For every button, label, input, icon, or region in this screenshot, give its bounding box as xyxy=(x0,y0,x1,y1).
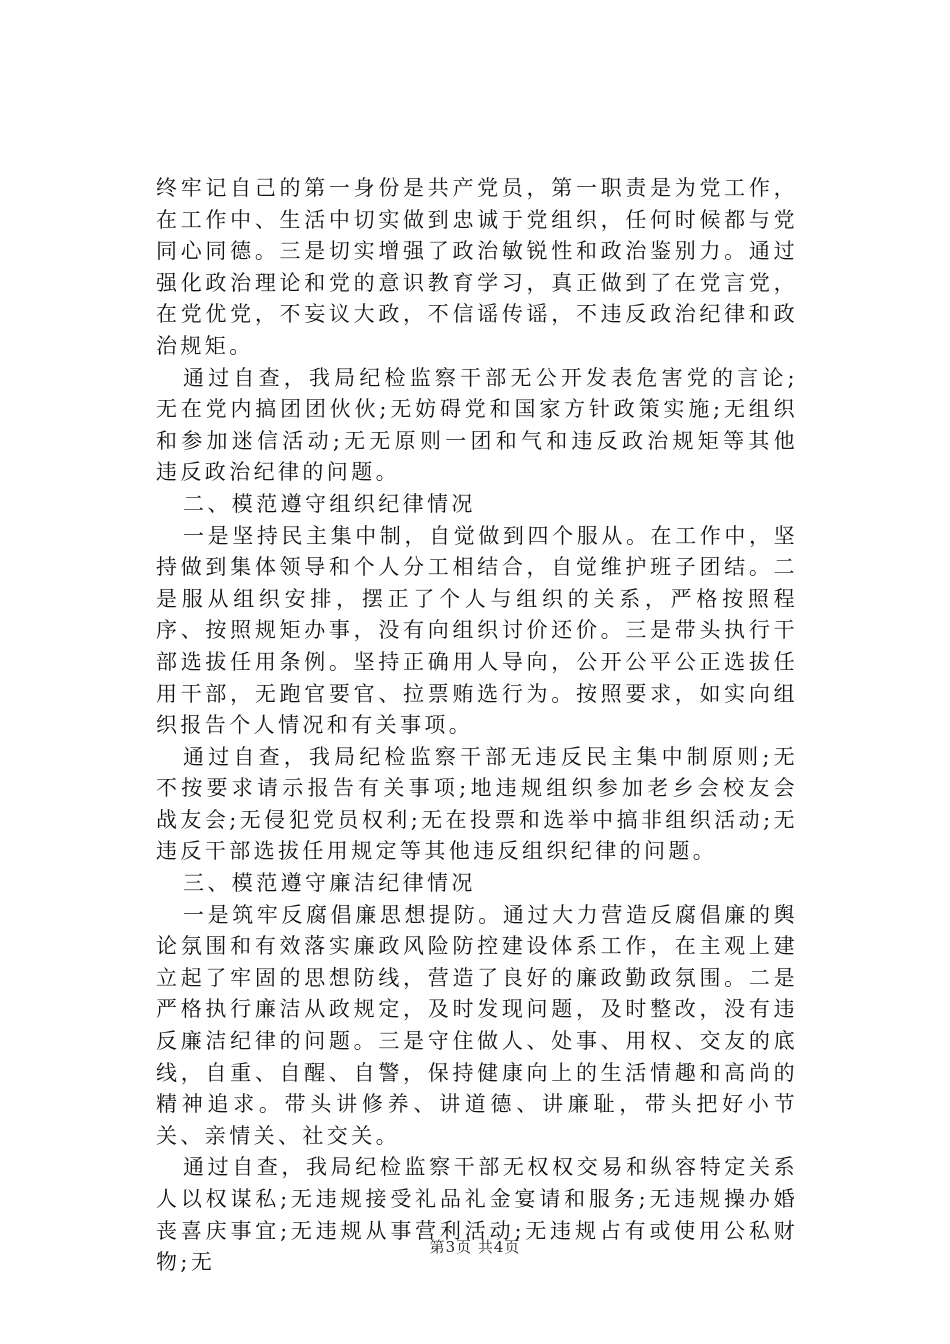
paragraph-integrity-discipline: 一是筑牢反腐倡廉思想提防。通过大力营造反腐倡廉的舆论氛围和有效落实廉政风险防控建设体系工作，在主观上建立起了牢固的思想防线，营造了良好的廉政勤政氛围。二是严格执行廉洁从政规定，及时发现问题，及时整改，没有违反廉洁纪律的问题。三是守住做人、处事、用权、交友的底线，自重、自醒、自警，保持健康向上的生活情趣和高尚的精神追求。带头讲修养、讲道德、讲廉耻，带头把好小节关、亲情关、社交关。 xyxy=(156,902,798,1148)
section-heading-organizational-discipline: 二、模范遵守组织纪律情况 xyxy=(183,491,476,516)
paragraph-organizational-discipline: 一是坚持民主集中制，自觉做到四个服从。在工作中，坚持做到集体领导和个人分工相结合，自觉维护班子团结。二是服从组织安排，摆正了个人与组织的关系，严格按照程序、按照规矩办事，没有向组织讨价还价。三是带头执行干部选拔任用条例。坚持正确用人导向，公开公平公正选拔任用干部，无跑官要官、拉票贿选行为。按照要求，如实向组织报告个人情况和有关事项。 xyxy=(156,523,798,738)
paragraph-integrity-self-check: 通过自查，我局纪检监察干部无权权交易和纵容特定关系人以权谋私;无违规接受礼品礼金宴请和服务;无违规操办婚丧喜庆事宜;无违规从事营利活动;无违规占有或使用公私财物;无 xyxy=(156,1155,798,1275)
document-body xyxy=(156,173,798,1279)
paragraph-political-self-check: 通过自查，我局纪检监察干部无公开发表危害党的言论;无在党内搞团团伙伙;无妨碍党和国家方针政策实施;无组织和参加迷信活动;无无原则一团和气和违反政治规矩等其他违反政治纪律的问题。 xyxy=(156,365,798,485)
paragraph-organizational-self-check: 通过自查，我局纪检监察干部无违反民主集中制原则;无不按要求请示报告有关事项;地违规组织参加老乡会校友会战友会;无侵犯党员权利;无在投票和选举中搞非组织活动;无违反干部选拔任用规定等其他违反组织纪律的问题。 xyxy=(156,744,798,864)
paragraph-continuation: 终牢记自己的第一身份是共产党员，第一职责是为党工作，在工作中、生活中切实做到忠诚于党组织，任何时候都与党同心同德。三是切实增强了政治敏锐性和政治鉴别力。通过强化政治理论和党的意识教育学习，真正做到了在党言党，在党优党，不妄议大政，不信谣传谣，不违反政治纪律和政治规矩。 xyxy=(156,176,798,358)
section-heading-integrity-discipline: 三、模范遵守廉洁纪律情况 xyxy=(183,871,476,896)
page-number-footer: 第3页 共4页 xyxy=(429,1238,521,1256)
